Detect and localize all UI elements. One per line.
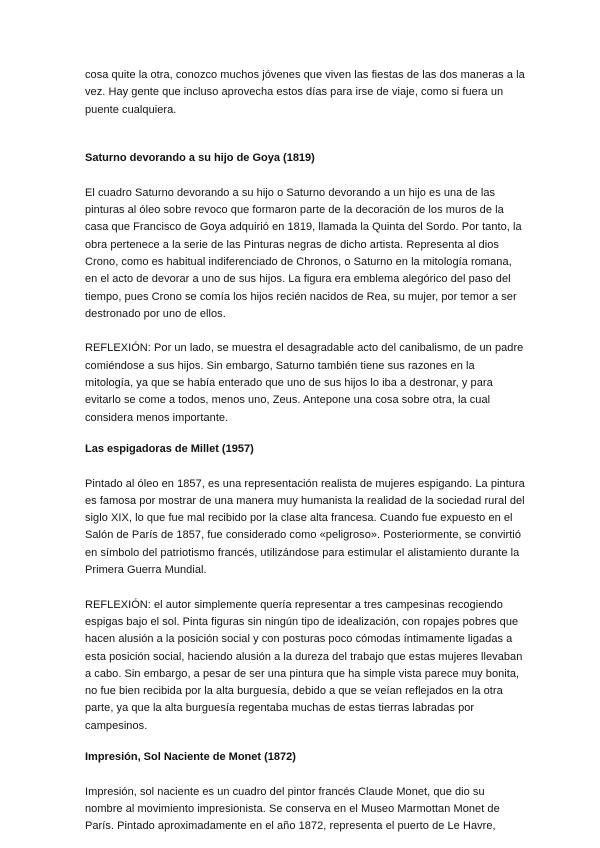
- paragraph-saturno-description: El cuadro Saturno devorando a su hijo o Saturno devorando a un hijo es una de las pinturas al óleo sobre revoco que formaron parte de la decoración de los muros de la casa que Francisco de Goya adquirió en 1819, llamada la Quinta del Sordo. Por tanto, la obra pertenece a la serie de las Pinturas negras de dicho artista. Representa al dios Crono, como es habitual indiferenciado de Chronos, o Saturno en la mitología romana, en el acto de devorar a uno de sus hijos. La figura era emblema alegórico del paso del tiempo, pues Crono se comía los hijos recién nacidos de Rea, su mujer, por temor a ser destronado por uno de ellos.: [85, 186, 522, 320]
- section-heading-impresion: Impresión, Sol Naciente de Monet (1872): [85, 750, 296, 763]
- section-impresion: [85, 749, 525, 835]
- section-saturno: [85, 150, 525, 427]
- paragraph-impresion-description: Impresión, sol naciente es un cuadro del pintor francés Claude Monet, que dio su nombre al movimiento impresionista. Se conserva en el Museo Marmottan Monet de París. Pintado aproximadamente en el año 1872, representa el puerto de Le Havre,: [85, 785, 500, 833]
- paragraph-espigadoras-description: Pintado al óleo en 1857, es una representación realista de mujeres espigando. La pintura es famosa por mostrar de una manera muy humanista la realidad de la sociedad rural del siglo XIX, lo que fue mal recibido por la clase alta francesa. Cuando fue expuesto en el Salón de París de 1857, fue considerado como «peligroso». Posteriormente, se convirtió en símbolo del patriotismo francés, utilizándose para estimular el alistamiento durante la Primera Guerra Mundial.: [85, 477, 525, 577]
- intro-paragraph: cosa quite la otra, conozco muchos jóvenes que viven las fiestas de las dos maneras a la vez. Hay gente que incluso aprovecha estos días para irse de viaje, como si fuera un puente cualquiera.: [85, 69, 525, 116]
- section-heading-saturno: Saturno devorando a su hijo de Goya (1819): [85, 152, 315, 165]
- paragraph-espigadoras-reflection: REFLEXIÓN: el autor simplemente quería representar a tres campesinas recogiendo espigas bajo el sol. Pinta figuras sin ningún tipo de idealización, con ropajes pobres que hacen alusión a la posición social y con posturas poco cómodas íntimamente ligadas a esta posición social, haciendo alusión a la dureza del trabajo que estas mujeres llevaban a cabo. Sin embargo, a pesar de ser una pintura que ha simple vista parece muy bonita, no fue bien recibida por la alta burguesía, debido a que se veían reflejados en la otra parte, ya que la alta burguesía regentaba muchas de estas tierras labradas por campesinos.: [85, 598, 523, 732]
- section-heading-espigadoras: Las espigadoras de Millet (1957): [85, 442, 254, 455]
- paragraph-saturno-reflection: REFLEXIÓN: Por un lado, se muestra el desagradable acto del canibalismo, de un padre comiéndose a sus hijos. Sin embargo, Saturno también tiene sus razones en la mitología, ya que se había enterado que uno de sus hijos lo iba a destronar, y para evitarlo se come a todos, menos uno, Zeus. Antepone una cosa sobre otra, la cual considera menos importante.: [85, 342, 524, 424]
- section-espigadoras: [85, 441, 525, 735]
- document-body: [85, 67, 525, 835]
